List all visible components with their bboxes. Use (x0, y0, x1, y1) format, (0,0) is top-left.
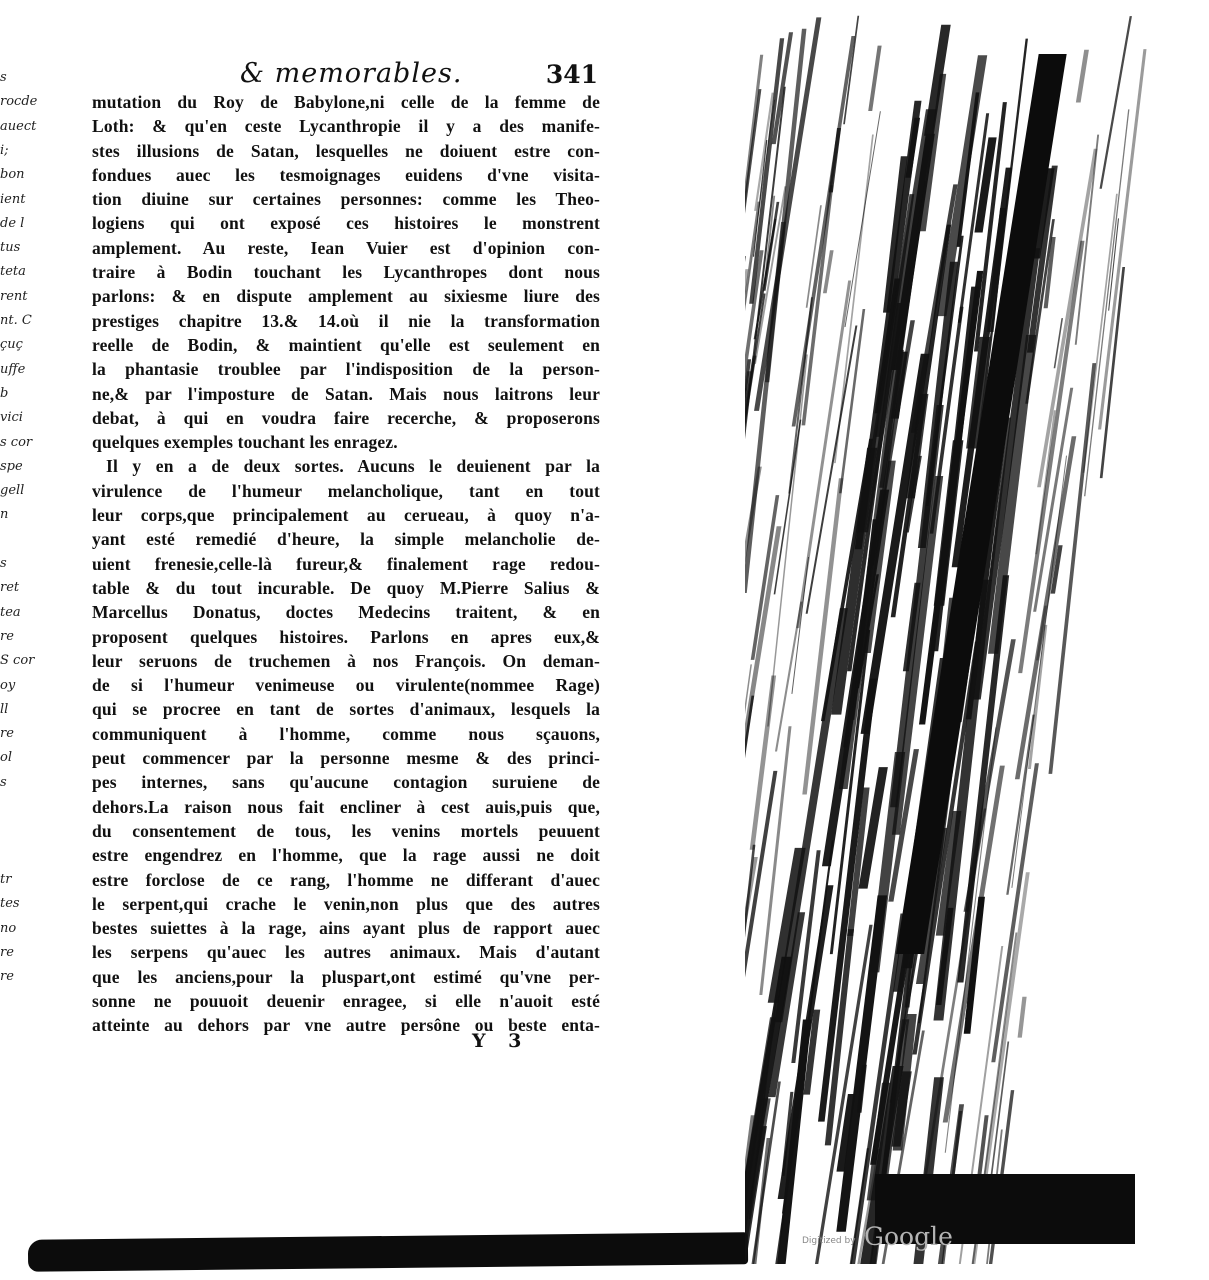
margin-fragment: ret (0, 580, 20, 596)
text-line: peut commencer par la personne mesme & des princi- (92, 748, 600, 769)
text-line: Il y en a de deux sortes. Aucuns le deuienent par la (106, 456, 600, 477)
text-line: proposent quelques histoires. Parlons en apres eux,& (92, 626, 600, 647)
text-line: table & du tout incurable. De quoy M.Pierre Salius & (92, 577, 600, 598)
margin-fragment: rent (0, 288, 28, 304)
text-line: Marcellus Donatus, doctes Medecins traitent, & en (92, 602, 600, 623)
margin-fragment: ient (0, 191, 26, 207)
edge-streak (750, 676, 776, 850)
text-line: parlons: & en dispute amplement au sixiesme liure des (92, 286, 600, 307)
text-line: ne,& par l'imposture de Satan. Mais nous laitrons leur (92, 383, 600, 404)
edge-streak (751, 495, 780, 660)
edge-streak (845, 111, 881, 327)
text-line: tion diuine sur certaines personnes: comme les Theo- (92, 189, 600, 210)
text-line: fondues auec les tesmoignages euidens d'vne visita- (92, 164, 600, 185)
digitized-by-label: Digitized by (802, 1236, 856, 1246)
margin-fragment: b (0, 385, 9, 401)
text-line: uient frenesie,celle-là fureur,& finalement rage redou- (92, 553, 600, 574)
book-fore-edge-scan (745, 14, 1185, 1264)
margin-fragment: vici (0, 410, 23, 426)
margin-fragment: s cor (0, 434, 33, 450)
edge-streak (767, 355, 808, 727)
margin-fragment: çuç (0, 337, 23, 353)
edge-streak (868, 46, 881, 111)
text-line: debat, à qui en voudra faire recerche, & proposerons (92, 407, 600, 428)
margin-fragment: re (0, 726, 14, 742)
text-line: communiquent à l'homme, comme nous sçauons, (92, 723, 600, 744)
edge-streak (1108, 218, 1119, 310)
edge-streak (829, 128, 841, 192)
text-line: bestes suiettes à la rage, ains ayant plus de rapport auec (92, 918, 600, 939)
margin-fragment: nt. C (0, 313, 32, 328)
margin-fragment: s (0, 774, 7, 790)
margin-fragment: s (0, 70, 7, 85)
text-line: du consentement de tous, les venins mortels peuuent (92, 820, 600, 841)
margin-fragment: tus (0, 240, 21, 256)
edge-streak (796, 281, 851, 629)
edge-streak (1075, 135, 1099, 345)
margin-fragment: S cor (0, 653, 35, 669)
body-text (92, 90, 600, 1038)
text-line: prestiges chapitre 13.& 14.où il nie la transformation (92, 310, 600, 331)
margin-fragment: teta (0, 264, 26, 280)
text-line: quelques exemples touchant les enragez. (92, 432, 398, 453)
text-line: mutation du Roy de Babylone,ni celle de la femme de (92, 92, 600, 112)
margin-fragment: uffe (0, 361, 26, 377)
page-bottom-edge-shadow (28, 1232, 748, 1272)
text-line: amplement. Au reste, Iean Vuier est d'opinion con- (92, 237, 600, 258)
margin-fragment: bon (0, 167, 25, 183)
margin-fragment: auect (0, 118, 37, 134)
edge-streak (843, 16, 859, 124)
edge-streak (991, 763, 1039, 1062)
margin-fragment: tea (0, 604, 21, 620)
margin-fragment: tr (0, 871, 12, 887)
text-line: Loth: & qu'en ceste Lycanthropie il y a des manife- (92, 116, 600, 137)
margin-fragment: oy (0, 677, 16, 693)
text-line: virulence de l'humeur melancholique, tant en tout (92, 480, 600, 501)
text-line: stes illusions de Satan, lesquelles ne doiuent estre con- (92, 140, 600, 161)
text-line: leur corps,que principalement au cerueau, à quoy n'a- (92, 505, 600, 526)
margin-fragment: de l (0, 215, 25, 231)
text-line: les serpens qu'auec les autres animaux. Mais d'autant (92, 942, 600, 963)
margin-fragment: rocde (0, 94, 38, 110)
text-line: reelle de Bodin, & maintient qu'elle est seulement en (92, 334, 600, 355)
edge-streak (745, 526, 781, 851)
margin-fragment: re (0, 628, 14, 644)
edge-streak (745, 771, 777, 1053)
margin-fragment: spe (0, 458, 23, 474)
running-head: & memorables. (240, 58, 463, 89)
text-line: atteinte au dehors par vne autre persône ou beste enta- (92, 1015, 600, 1036)
google-logo: Google (864, 1222, 953, 1251)
text-line: yant esté remedié d'heure, la simple melancholie de- (92, 529, 600, 550)
edge-streak (1018, 997, 1027, 1038)
text-line: qui se procree en tant de sortes d'animaux, lesquels la (92, 699, 600, 720)
edge-streak (774, 420, 802, 595)
text-line: dehors.La raison nous fait encliner à cest auis,puis que, (92, 796, 600, 817)
text-line: de si l'humeur venimeuse ou virulente(nommee Rage) (92, 675, 600, 696)
text-line: leur seruons de truchemen à nos François. On deman- (92, 650, 600, 671)
edge-streak (1076, 50, 1089, 103)
margin-fragment: s (0, 556, 7, 571)
text-line: le serpent,qui crache le venin,non plus que des autres (92, 893, 600, 914)
margin-fragment: n (0, 507, 9, 523)
edge-streak (791, 557, 809, 694)
text-line: traire à Bodin touchant les Lycanthropes dont nous (92, 262, 600, 283)
margin-fragment: gell (0, 483, 25, 499)
margin-fragment: re (0, 969, 14, 985)
margin-fragment: i; (0, 142, 9, 158)
text-line: logiens qui ont exposé ces histoires le monstrent (92, 213, 600, 234)
page-header (90, 58, 600, 92)
margin-fragment: tes (0, 896, 20, 912)
edge-streak (834, 135, 874, 464)
text-line: pes internes, sans qu'aucune contagion suruiene de (92, 772, 600, 793)
text-line: sonne ne pouuoit deuenir enragee, si elle n'auoit esté (92, 990, 600, 1011)
edge-streak (1100, 16, 1132, 189)
text-line: la phantasie troublee par l'indisposition de la person- (92, 359, 600, 380)
edge-streak (1098, 49, 1146, 429)
text-line: que les anciens,pour la pluspart,ont estimé qu'vne per- (92, 966, 600, 987)
signature-mark: Y 3 (472, 1030, 530, 1052)
margin-fragment: no (0, 920, 17, 936)
margin-fragment: re (0, 944, 14, 960)
text-line: estre engendrez en l'homme, que la rage aussi ne doit (92, 845, 600, 866)
margin-fragment: ll (0, 701, 9, 717)
margin-fragment: ol (0, 750, 12, 766)
page-number: 341 (545, 60, 598, 89)
text-line: estre forclose de ce rang, l'homme ne differant d'auec (92, 869, 600, 890)
